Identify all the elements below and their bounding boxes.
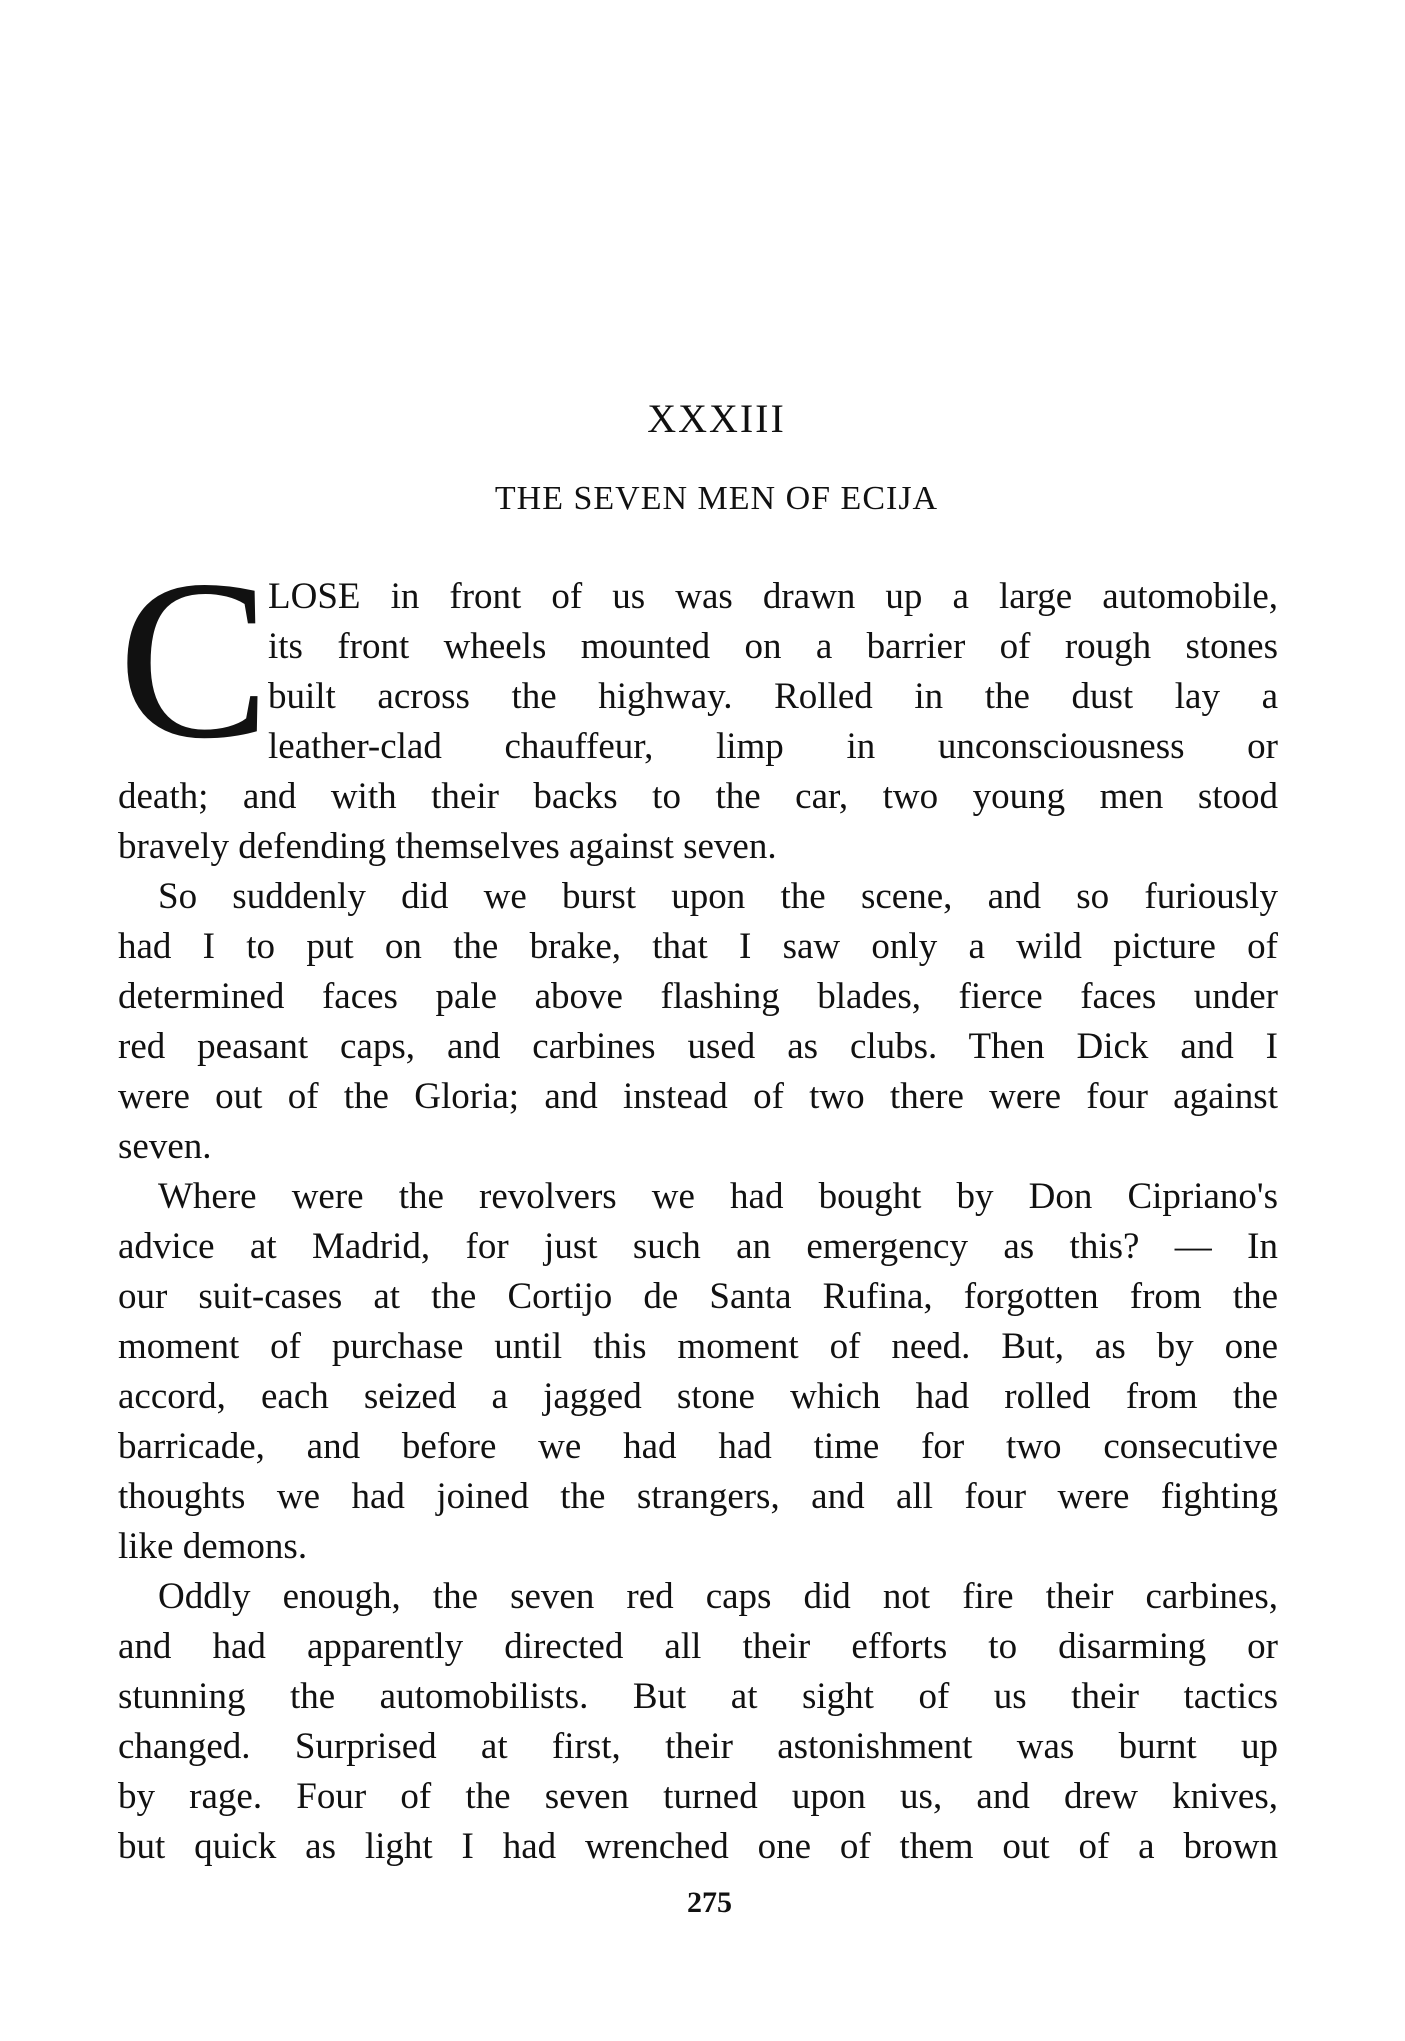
text-line: by rage. Four of the seven turned upon us, and drew knives, (118, 1776, 1278, 1817)
text-line: death; and with their backs to the car, two young men stood (118, 776, 1278, 817)
text-line: accord, each seized a jagged stone which had rolled from the (118, 1376, 1278, 1417)
page-number: 275 (687, 1886, 732, 1919)
text-line: red peasant caps, and carbines used as clubs. Then Dick and I (118, 1026, 1278, 1067)
text-line: and had apparently directed all their efforts to disarming or (118, 1626, 1278, 1667)
text-line: our suit-cases at the Cortijo de Santa Rufina, forgotten from the (118, 1276, 1278, 1317)
chapter-number: XXXIII (647, 396, 786, 441)
text-line: had I to put on the brake, that I saw only a wild picture of (118, 926, 1278, 967)
body-text (118, 572, 1278, 1872)
text-line: moment of purchase until this moment of need. But, as by one (118, 1326, 1278, 1367)
text-line: were out of the Gloria; and instead of two there were four against (118, 1076, 1278, 1117)
text-line: changed. Surprised at first, their astonishment was burnt up (118, 1726, 1278, 1767)
text-line: So suddenly did we burst upon the scene, and so furiously (158, 876, 1278, 917)
text-line: determined faces pale above flashing blades, fierce faces under (118, 976, 1278, 1017)
text-line: leather-clad chauffeur, limp in unconsciousness or (268, 726, 1278, 767)
text-line: stunning the automobilists. But at sight of us their tactics (118, 1676, 1278, 1717)
text-line: like demons. (118, 1526, 308, 1567)
text-line: Where were the revolvers we had bought by Don Cipriano's (158, 1176, 1278, 1217)
text-line: seven. (118, 1126, 212, 1167)
drop-cap: C (118, 534, 271, 786)
chapter-title: THE SEVEN MEN OF ECIJA (494, 480, 939, 517)
text-line: barricade, and before we had had time for two consecutive (118, 1426, 1278, 1467)
text-line: built across the highway. Rolled in the dust lay a (268, 676, 1278, 717)
text-line: bravely defending themselves against seven. (118, 826, 777, 867)
text-line: but quick as light I had wrenched one of them out of a brown (118, 1826, 1278, 1867)
text-line: thoughts we had joined the strangers, and all four were fighting (118, 1476, 1278, 1517)
text-line: its front wheels mounted on a barrier of rough stones (268, 626, 1278, 667)
text-line: Oddly enough, the seven red caps did not fire their carbines, (158, 1576, 1278, 1617)
text-line: LOSE in front of us was drawn up a large automobile, (268, 576, 1278, 617)
text-line: advice at Madrid, for just such an emergency as this? — In (118, 1226, 1278, 1267)
